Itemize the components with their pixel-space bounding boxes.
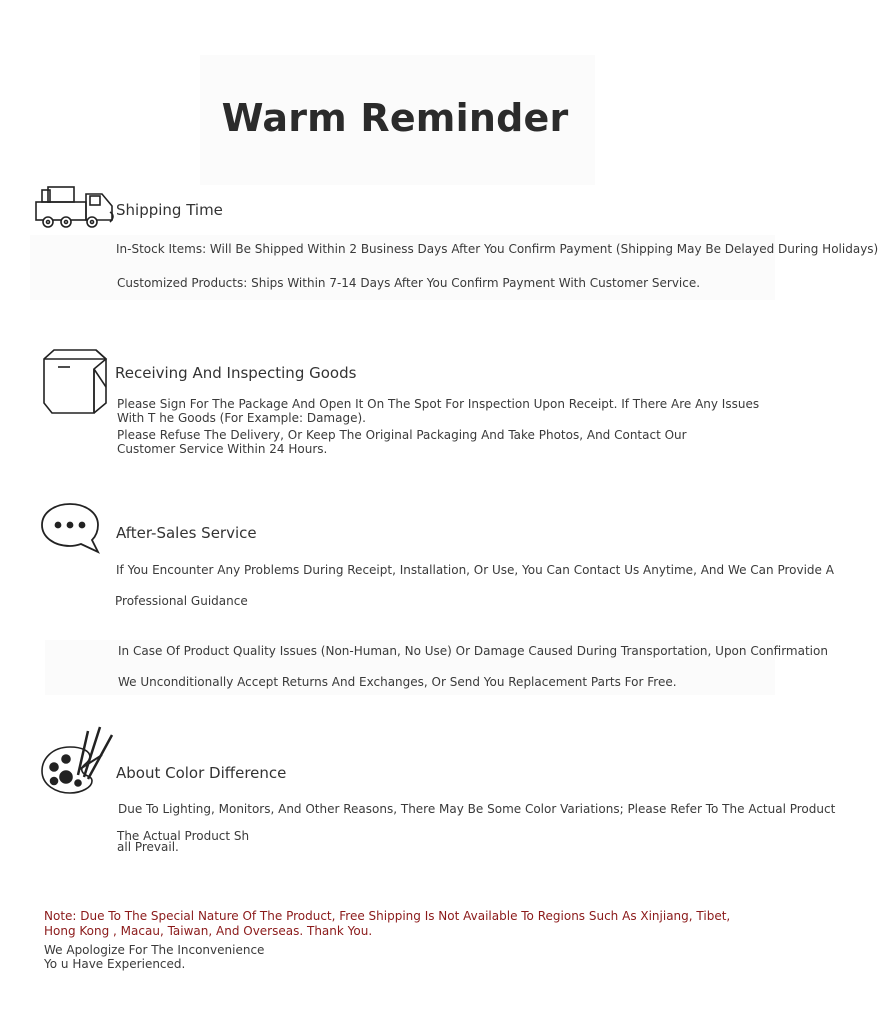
receiving-heading: Receiving And Inspecting Goods [115, 364, 357, 382]
shipping-restriction-note: Note: Due To The Special Nature Of The Product, Free Shipping Is Not Available To Regions Such As Xinjiang, Tibet, Hong Kong , Macau, Taiwan, And Overseas. Thank You. [44, 909, 731, 938]
palette-icon [40, 725, 116, 795]
color-line-actual-1: The Actual Product Sh [117, 829, 250, 843]
receiving-line-inspect: Please Sign For The Package And Open It On The Spot For Inspection Upon Receipt. If There Are Any Issues With T he Goods (For Example: Damage). [117, 397, 760, 425]
shipping-line-customized: Customized Products: Ships Within 7-14 Days After You Confirm Payment With Customer Service. [117, 276, 701, 290]
speech-bubble-icon [40, 502, 102, 554]
receiving-line-refuse: Please Refuse The Delivery, Or Keep The Original Packaging And Take Photos, And Contact Our Customer Service Within 24 Hours. [117, 428, 687, 456]
color-line-variations: Due To Lighting, Monitors, And Other Reasons, There May Be Some Color Variations; Please Refer To The Actual Product [118, 802, 836, 816]
shipping-line-instock: In-Stock Items: Will Be Shipped Within 2 Business Days After You Confirm Payment (Shipping May Be Delayed During Holidays) [116, 242, 878, 256]
truck-icon [34, 184, 120, 230]
shipping-heading: Shipping Time [116, 201, 223, 219]
color-heading: About Color Difference [116, 764, 287, 782]
apology-note: We Apologize For The Inconvenience Yo u Have Experienced. [44, 943, 265, 971]
color-line-actual-2: all Prevail. [117, 840, 179, 854]
box-icon [40, 347, 110, 417]
after-sales-line-returns: We Unconditionally Accept Returns And Exchanges, Or Send You Replacement Parts For Free. [118, 675, 677, 689]
after-sales-line-guidance: Professional Guidance [115, 594, 248, 608]
page-title: Warm Reminder [221, 96, 569, 140]
after-sales-heading: After-Sales Service [116, 524, 257, 542]
after-sales-line-contact: If You Encounter Any Problems During Receipt, Installation, Or Use, You Can Contact Us Anytime, And We Can Provide A [116, 563, 834, 577]
after-sales-line-quality: In Case Of Product Quality Issues (Non-Human, No Use) Or Damage Caused During Transportation, Upon Confirmation [118, 644, 828, 658]
